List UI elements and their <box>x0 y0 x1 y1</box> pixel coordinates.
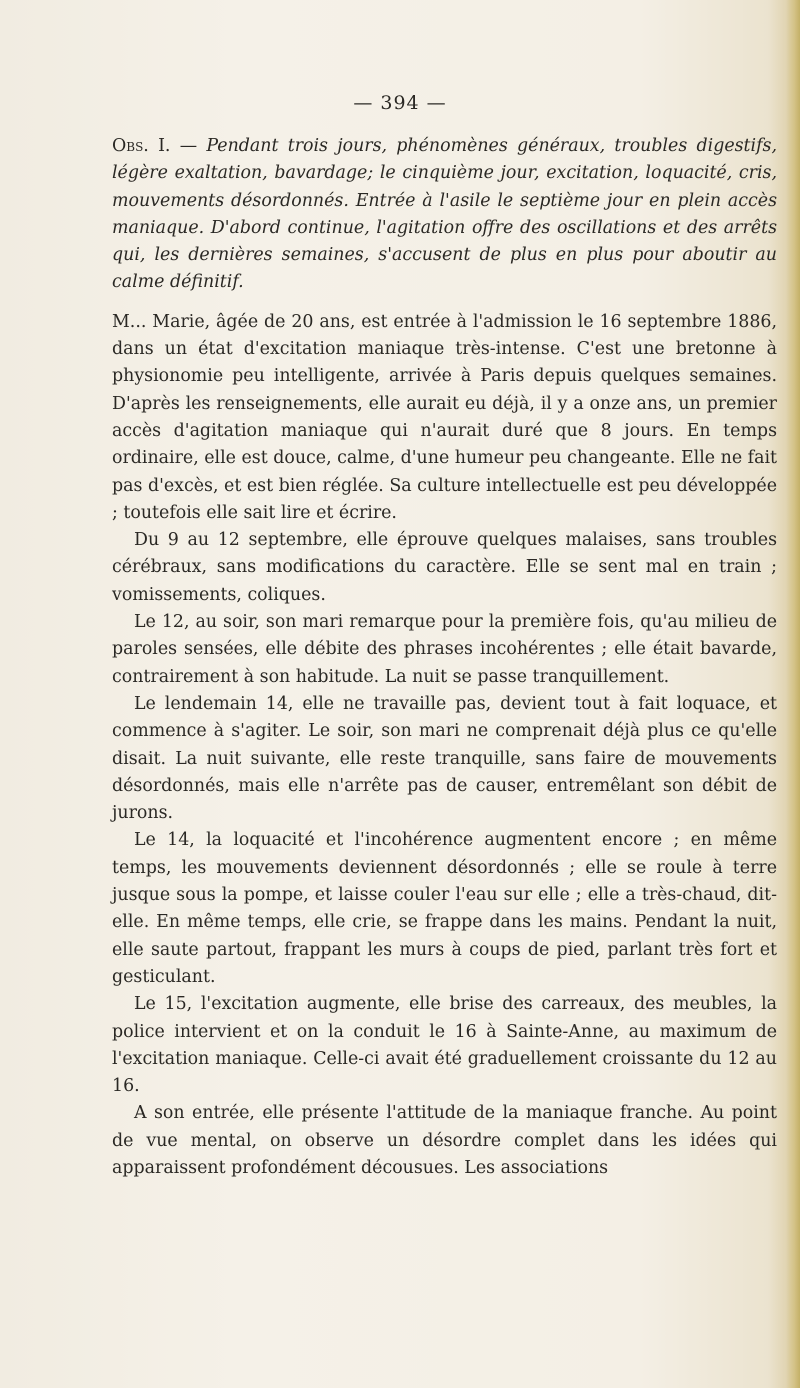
observation-heading <box>112 133 777 297</box>
observation-dash: — <box>170 136 207 156</box>
paragraph: M... Marie, âgée de 20 ans, est entrée à l'admission le 16 septembre 1886, dans un état d'excitation maniaque très-intense. C'est une bretonne à physionomie peu intelligente, arrivée à Paris depuis quelques semaines. D'après les renseignements, elle aurait eu déjà, il y a onze ans, un premier accès d'agitation maniaque qui n'aurait duré que 8 jours. En temps ordinaire, elle est douce, calme, d'une humeur peu changeante. Elle ne fait pas d'excès, et est bien réglée. Sa culture intellectuelle est peu développée ; toutefois elle sait lire et écrire. <box>112 311 777 523</box>
page-number: — 394 — <box>353 92 447 114</box>
paragraph: Du 9 au 12 septembre, elle éprouve quelques malaises, sans troubles cérébraux, sans modifications du caractère. Elle se sent mal en train ; vomissements, coliques. <box>112 530 777 605</box>
page-edge-shadow <box>786 0 800 1388</box>
paragraph: A son entrée, elle présente l'attitude de la maniaque franche. Au point de vue mental, on observe un désordre complet dans les idées qui apparaissent profondément décousues. Les associations <box>112 1103 777 1178</box>
observation-summary: Pendant trois jours, phénomènes généraux, troubles digestifs, légère exaltation, bavardage; le cinquième jour, excitation, loquacité, cris, mouvements désordonnés. Entrée à l'asile le septième jour en plein accès maniaque. D'abord continue, l'agitation offre des oscillations et des arrêts qui, les dernières semaines, s'accusent de plus en plus pour aboutir au calme définitif. <box>112 136 777 293</box>
body-text <box>112 133 777 1182</box>
paragraph: Le 15, l'excitation augmente, elle brise des carreaux, des meubles, la police intervient et on la conduit le 16 à Sainte-Anne, au maximum de l'excitation maniaque. Celle-ci avait été graduellement croissante du 12 au 16. <box>112 994 777 1097</box>
observation-label: Obs. I. <box>112 136 171 156</box>
paragraph: Le lendemain 14, elle ne travaille pas, devient tout à fait loquace, et commence à s'agiter. Le soir, son mari ne comprenait déjà plus ce qu'elle disait. La nuit suivante, elle reste tranquille, sans faire de mouvements désordonnés, mais elle n'arrête pas de causer, entremêlant son débit de jurons. <box>112 693 777 824</box>
paragraph: Le 14, la loquacité et l'incohérence augmentent encore ; en même temps, les mouvements deviennent désordonnés ; elle se roule à terre jusque sous la pompe, et laisse couler l'eau sur elle ; elle a très-chaud, dit-elle. En même temps, elle crie, se frappe dans les mains. Pendant la nuit, elle saute partout, frappant les murs à coups de pied, parlant très fort et gesticulant. <box>112 830 777 987</box>
paragraph: Le 12, au soir, son mari remarque pour la première fois, qu'au milieu de paroles sensées, elle débite des phrases incohérentes ; elle était bavarde, contrairement à son habitude. La nuit se passe tranquillement. <box>112 612 777 687</box>
